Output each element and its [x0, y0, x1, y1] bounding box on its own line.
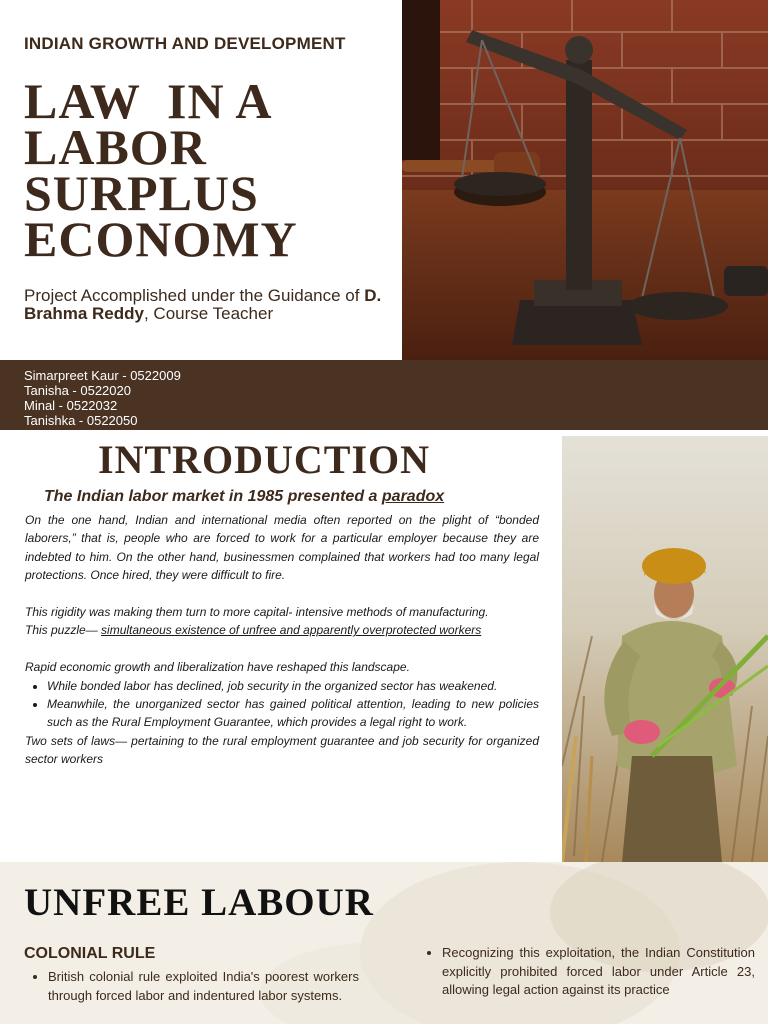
intro-bullet-list	[25, 677, 539, 732]
scales-illustration	[402, 0, 768, 360]
guidance-text	[24, 287, 384, 323]
title-line: SURPLUS	[24, 165, 259, 221]
scales-of-justice-image	[402, 0, 768, 360]
list-item: • Meanwhile, the unorganized sector has gained political attention, leading to new policies such as the Rural Employment Guarantee, which provides a legal right to work.	[47, 695, 539, 732]
guidance-prefix: Project Accomplished under the Guidance of	[24, 286, 365, 305]
title-line: ECONOMY	[24, 211, 298, 267]
guidance-suffix: , Course Teacher	[143, 304, 274, 323]
student-item: Simarpreet Kaur - 0522009	[24, 368, 181, 383]
paradox-word: paradox	[381, 488, 445, 505]
list-item: • While bonded labor has declined, job security in the organized sector has weakened.	[47, 677, 539, 695]
colonial-rule-heading: COLONIAL RULE	[24, 945, 156, 962]
student-item: Tanishka - 0522050	[24, 413, 138, 428]
intro-paragraph	[25, 621, 539, 639]
student-item: Tanisha - 0522020	[24, 383, 131, 398]
intro-paragraph: Two sets of laws— pertaining to the rural employment guarantee and job security for organized sector workers	[25, 733, 539, 767]
document-eyebrow: INDIAN GROWTH AND DEVELOPMENT	[24, 34, 346, 53]
constitution-bullet-list	[422, 944, 755, 1000]
main-title	[24, 73, 394, 267]
colonial-left-column	[28, 968, 359, 1005]
introduction-heading: INTRODUCTION	[97, 437, 431, 482]
farmer-illustration	[562, 436, 768, 862]
farmer-image	[562, 436, 768, 862]
intro-paragraph: This rigidity was making them turn to more capital- intensive methods of manufacturing.	[25, 605, 489, 620]
introduction-body	[25, 511, 539, 769]
intro-paragraph: On the one hand, Indian and international media often reported on the plight of “bonded laborers,” that is, people who are forced to work for a particular employer because they are indebted to him. On the other hand, businessmen complained that workers had too many legal protections. Once hired, they were difficult to fire.	[25, 513, 539, 583]
puzzle-underlined: simultaneous existence of unfree and apparently overprotected workers	[101, 623, 482, 638]
colonial-bullet-list	[28, 968, 359, 1005]
student-list	[24, 368, 181, 428]
introduction-subheading	[44, 488, 444, 506]
puzzle-prefix: This puzzle—	[25, 623, 102, 638]
list-item: • British colonial rule exploited India's poorest workers through forced labor and indentured labor systems.	[48, 968, 359, 1005]
intro-paragraph: Rapid economic growth and liberalization have reshaped this landscape.	[25, 660, 410, 675]
title-line: LAW IN A	[24, 73, 273, 129]
constitution-right-column	[422, 944, 755, 1000]
list-item: • Recognizing this exploitation, the Indian Constitution explicitly prohibited forced labor under Article 23, allowing legal action against its practice	[442, 944, 755, 1000]
title-line: LABOR	[24, 119, 207, 175]
student-item: Minal - 0522032	[24, 398, 118, 413]
subheading-text: The Indian labor market in 1985 presented a	[44, 488, 382, 505]
teacher-name: D. Brahma Reddy	[24, 286, 382, 323]
unfree-labour-heading: UNFREE LABOUR	[24, 881, 374, 924]
